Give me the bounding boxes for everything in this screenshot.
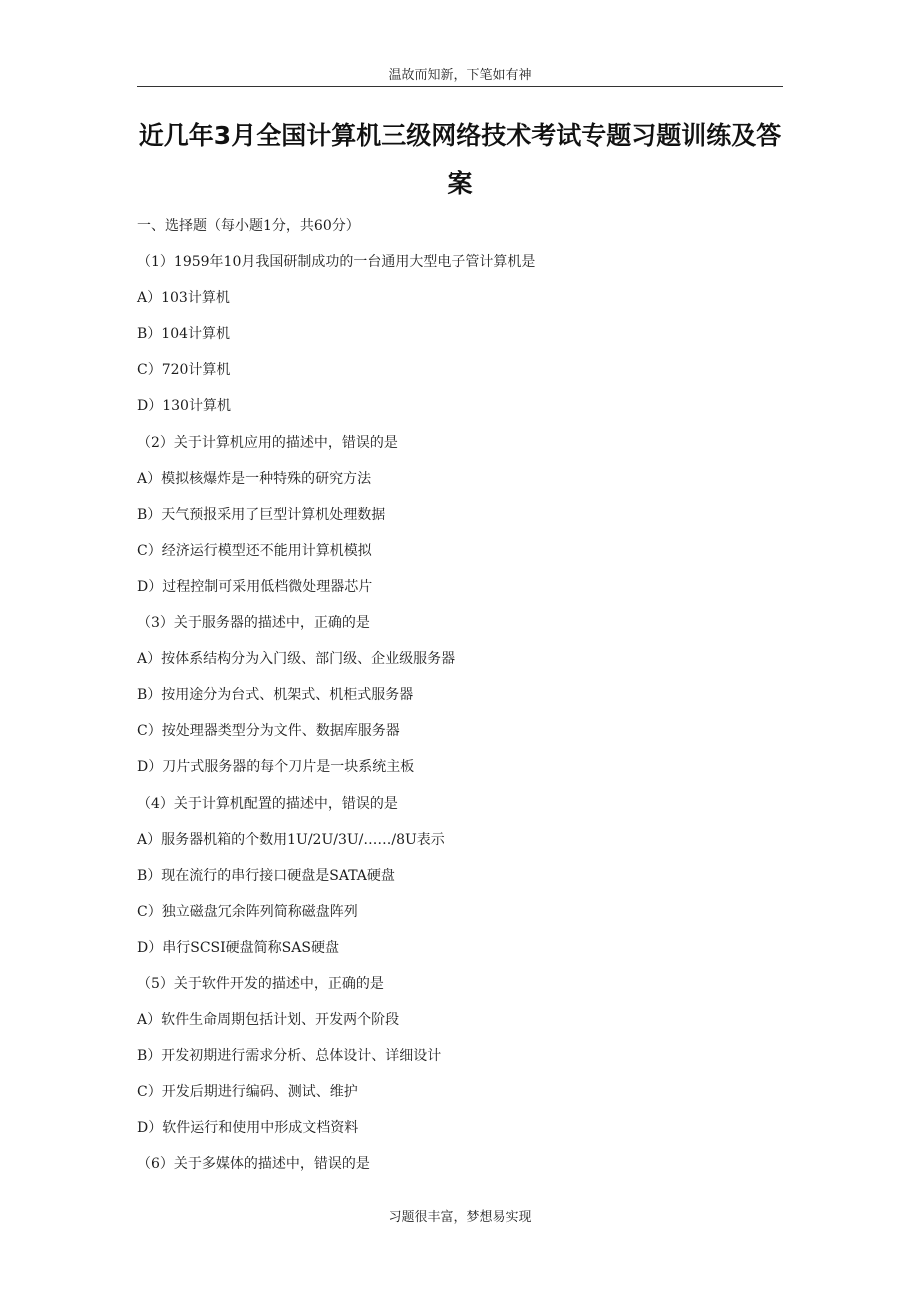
option-c: C）720计算机 — [137, 362, 231, 379]
option-d: D）130计算机 — [137, 398, 231, 415]
option-b: B）104计算机 — [137, 326, 231, 343]
option-a: A）服务器机箱的个数用1U/2U/3U/……/8U表示 — [137, 831, 445, 848]
option-b: B）开发初期进行需求分析、总体设计、详细设计 — [137, 1048, 442, 1065]
question-stem: （1）1959年10月我国研制成功的一台通用大型电子管计算机是 — [137, 254, 536, 271]
option-a: A）模拟核爆炸是一种特殊的研究方法 — [137, 470, 372, 487]
document-body — [137, 213, 783, 1188]
option-c: C）独立磁盘冗余阵列简称磁盘阵列 — [137, 903, 358, 920]
question-stem: （5）关于软件开发的描述中，正确的是 — [137, 975, 384, 992]
option-a: A）103计算机 — [137, 290, 230, 307]
option-c: C）按处理器类型分为文件、数据库服务器 — [137, 723, 400, 740]
option-b: B）现在流行的串行接口硬盘是SATA硬盘 — [137, 867, 395, 884]
option-d: D）刀片式服务器的每个刀片是一块系统主板 — [137, 759, 415, 776]
option-a: A）软件生命周期包括计划、开发两个阶段 — [137, 1012, 400, 1029]
header-divider — [137, 86, 783, 87]
page-footer: 习题很丰富，梦想易实现 — [388, 1210, 532, 1225]
section-heading: 一、选择题（每小题1分，共60分） — [137, 218, 360, 234]
question-stem: （3）关于服务器的描述中，正确的是 — [137, 615, 370, 632]
option-c: C）开发后期进行编码、测试、维护 — [137, 1084, 358, 1101]
question-stem: （4）关于计算机配置的描述中，错误的是 — [137, 795, 398, 812]
option-d: D）过程控制可采用低档微处理器芯片 — [137, 578, 373, 595]
option-c: C）经济运行模型还不能用计算机模拟 — [137, 542, 372, 559]
option-d: D）串行SCSI硬盘简称SAS硬盘 — [137, 939, 339, 956]
option-d: D）软件运行和使用中形成文档资料 — [137, 1120, 359, 1137]
document-title: 近几年3月全国计算机三级网络技术考试专题习题训练及答案 — [138, 121, 782, 198]
question-stem: （6）关于多媒体的描述中，错误的是 — [137, 1156, 370, 1173]
option-a: A）按体系结构分为入门级、部门级、企业级服务器 — [137, 651, 456, 668]
option-b: B）天气预报采用了巨型计算机处理数据 — [137, 506, 386, 523]
option-b: B）按用途分为台式、机架式、机柜式服务器 — [137, 687, 414, 704]
page-header: 温故而知新，下笔如有神 — [388, 68, 532, 83]
question-stem: （2）关于计算机应用的描述中，错误的是 — [137, 434, 398, 451]
